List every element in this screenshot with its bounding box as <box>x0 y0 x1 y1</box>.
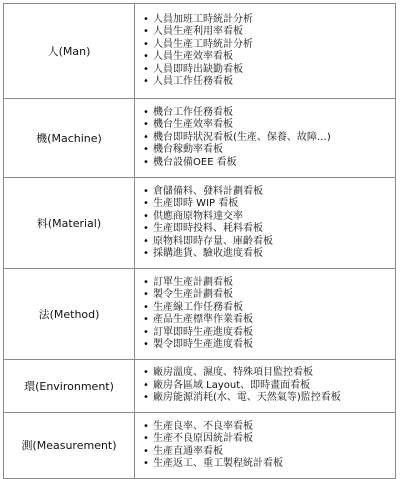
list-item: • 訂單生產計劃看板 <box>143 277 395 290</box>
list-item: • 生產即時 WIP 看板 <box>143 198 395 211</box>
list-item: • 產品生產標準作業看板 <box>143 314 395 327</box>
item-list <box>143 367 395 405</box>
list-item: • 供應商原物料達交率 <box>143 211 395 224</box>
item-list <box>143 14 395 89</box>
list-item: • 生產即時投料、耗料看板 <box>143 223 395 236</box>
list-item: • 廠房溫度、濕度、特殊項目監控看板 <box>143 367 395 380</box>
list-item: • 機台設備OEE 看板 <box>143 157 395 170</box>
list-item: • 生產線工作任務看板 <box>143 302 395 315</box>
category-cell: 料(Material) <box>4 178 135 269</box>
list-item: • 廠房各區域 Layout、即時畫面看板 <box>143 380 395 393</box>
list-item: • 生產不良原因統計看板 <box>143 433 395 446</box>
list-item: • 機台稼動率看板 <box>143 144 395 157</box>
list-item: • 原物料即時存量、庫齡看板 <box>143 236 395 249</box>
table-row <box>4 178 396 269</box>
item-list <box>143 107 395 170</box>
list-item: • 生產直通率看板 <box>143 446 395 459</box>
items-cell <box>135 360 396 413</box>
table-row <box>4 360 396 413</box>
table-row <box>4 413 396 479</box>
category-cell: 環(Environment) <box>4 360 135 413</box>
item-list <box>143 421 395 471</box>
list-item: • 人員工作任務看板 <box>143 76 395 89</box>
list-item: • 生產良率、不良率看板 <box>143 421 395 434</box>
list-item: • 廠房能源消耗(水、電、天然氣等)監控看板 <box>143 392 395 405</box>
table-row <box>4 4 396 99</box>
list-item: • 機台即時狀況看板(生產、保養、故障…) <box>143 132 395 145</box>
item-list <box>143 186 395 261</box>
category-cell: 人(Man) <box>4 4 135 99</box>
list-item: • 製令即時生產進度看板 <box>143 339 395 352</box>
list-item: • 製令生產計劃看板 <box>143 289 395 302</box>
category-cell: 測(Measurement) <box>4 413 135 479</box>
items-cell <box>135 269 396 360</box>
list-item: • 採購進貨、驗收進度看板 <box>143 248 395 261</box>
items-cell <box>135 178 396 269</box>
list-item: • 人員即時出缺勤看板 <box>143 64 395 77</box>
items-cell <box>135 413 396 479</box>
items-cell <box>135 99 396 178</box>
category-cell: 法(Method) <box>4 269 135 360</box>
item-list <box>143 277 395 352</box>
category-cell: 機(Machine) <box>4 99 135 178</box>
list-item: • 人員生產工時統計分析 <box>143 39 395 52</box>
list-item: • 人員加班工時統計分析 <box>143 14 395 27</box>
table-row <box>4 99 396 178</box>
list-item: • 訂單即時生產進度看板 <box>143 327 395 340</box>
items-cell <box>135 4 396 99</box>
list-item: • 人員生產效率看板 <box>143 51 395 64</box>
list-item: • 生產返工、重工製程統計看板 <box>143 458 395 471</box>
list-item: • 機台生產效率看板 <box>143 119 395 132</box>
list-item: • 人員生產利用率看板 <box>143 26 395 39</box>
list-item: • 機台工作任務看板 <box>143 107 395 120</box>
list-item: • 倉儲備料、發料計劃看板 <box>143 186 395 199</box>
table-row <box>4 269 396 360</box>
management-matrix-table <box>3 3 396 479</box>
